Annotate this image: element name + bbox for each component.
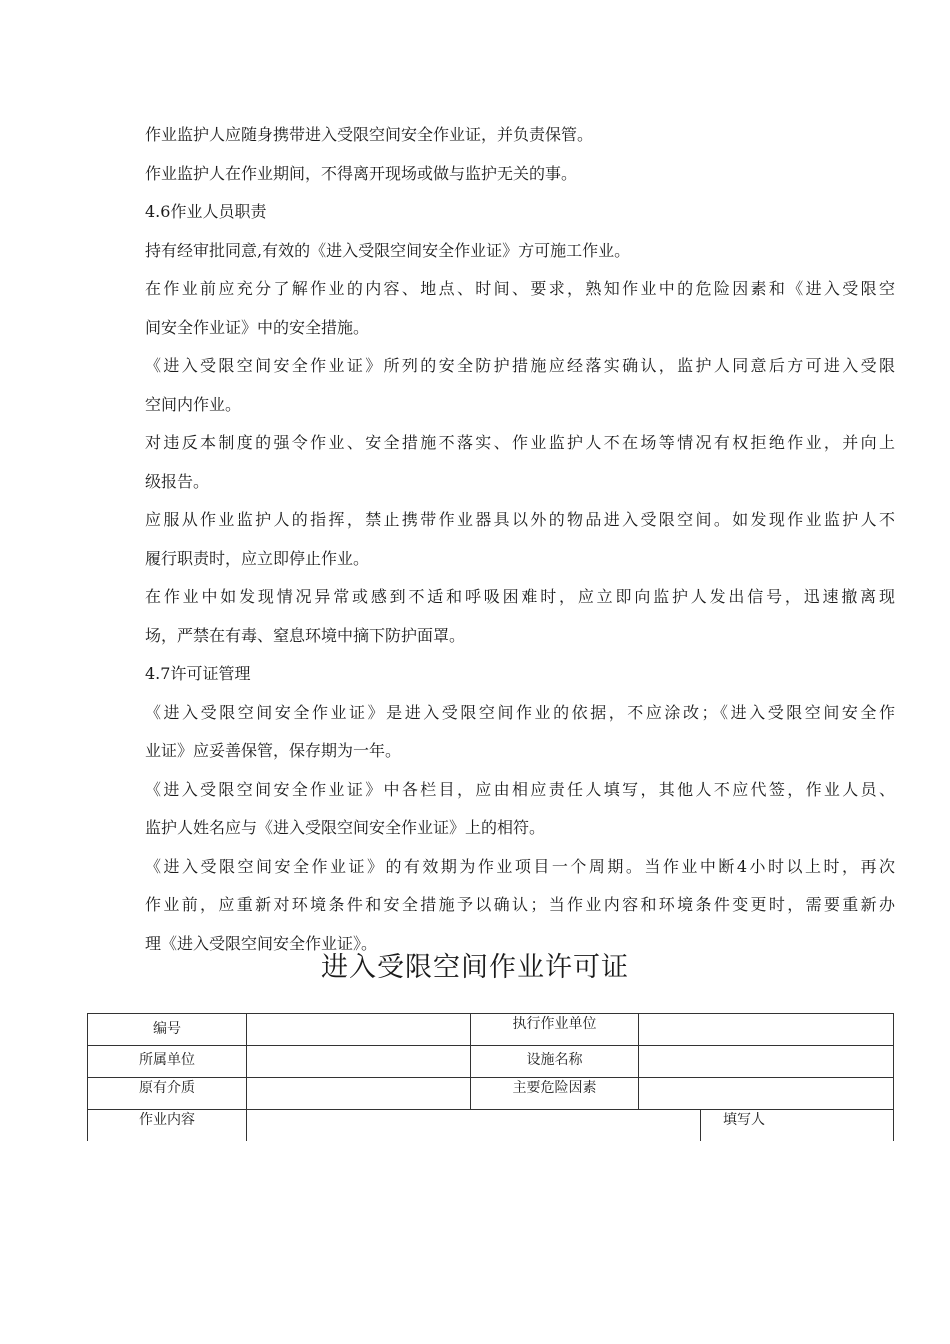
label-facility-name: 设施名称 [471,1046,639,1078]
text-line: 在作业前应充分了解作业的内容、地点、时间、要求，熟知作业中的危险因素和《进入受限空 [145,279,895,298]
label-filled-by: 填写人 [701,1110,894,1142]
table-row [88,1046,894,1078]
text-line: 《进入受限空间安全作业证》中各栏目，应由相应责任人填写，其他人不应代签，作业人员、 [145,779,895,799]
text-line: 空间内作业。 [145,394,242,414]
text-line: 持有经审批同意,有效的《进入受限空间安全作业证》方可施工作业。 [145,240,631,260]
text-line: 《进入受限空间安全作业证》所列的安全防护措施应经落实确认，监护人同意后方可进入受限 [145,356,895,375]
original-medium-field[interactable] [247,1078,471,1110]
text-line: 监护人姓名应与《进入受限空间安全作业证》上的相符。 [145,818,546,837]
text-line: 履行职责时，应立即停止作业。 [145,548,370,568]
text-line: 作业前，应重新对环境条件和安全措施予以确认；当作业内容和环境条件变更时，需要重新办 [145,895,895,914]
text-line: 间安全作业证》中的安全措施。 [145,317,370,337]
table-row [88,1014,894,1046]
text-line: 应服从作业监护人的指挥，禁止携带作业器具以外的物品进入受限空间。如发现作业监护人不 [145,510,895,529]
text-line: 作业监护人在作业期间，不得离开现场或做与监护无关的事。 [145,163,578,183]
label-original-medium: 原有介质 [88,1078,247,1110]
exec-unit-field[interactable] [639,1014,894,1046]
label-main-hazards: 主要危险因素 [471,1078,639,1110]
text-line: 在作业中如发现情况异常或感到不适和呼吸困难时，应立即向监护人发出信号，迅速撤离现 [145,587,895,606]
label-owner-unit: 所属单位 [88,1046,247,1078]
label-number: 编号 [88,1014,247,1046]
form-title: 进入受限空间作业许可证 [321,952,629,983]
text-line: 级报告。 [145,471,210,491]
text-line: 业证》应妥善保管，保存期为一年。 [145,741,402,760]
text-line: 场，严禁在有毒、窒息环境中摘下防护面罩。 [145,625,466,645]
main-hazards-field[interactable] [639,1078,894,1110]
text-line: 《进入受限空间安全作业证》的有效期为作业项目一个周期。当作业中断4小时以上时，再次 [145,856,895,876]
owner-unit-field[interactable] [247,1046,471,1078]
text-line: 作业监护人应随身携带进入受限空间安全作业证，并负责保管。 [145,125,594,144]
label-work-content: 作业内容 [88,1110,247,1142]
label-exec-unit: 执行作业单位 [471,1014,639,1046]
section-heading: 4.6作业人员职责 [145,202,267,221]
text-line: 对违反本制度的强令作业、安全措施不落实、作业监护人不在场等情况有权拒绝作业，并向上 [145,433,895,452]
work-content-field[interactable] [247,1110,701,1142]
permit-form-table [87,1013,894,1141]
section-heading: 4.7许可证管理 [145,664,251,683]
table-row [88,1078,894,1110]
text-line: 理《进入受限空间安全作业证》。 [145,933,378,953]
body-text [145,116,895,963]
number-field[interactable] [247,1014,471,1046]
text-line: 《进入受限空间安全作业证》是进入受限空间作业的依据，不应涂改；《进入受限空间安全作 [145,702,895,722]
table-row [88,1110,894,1142]
facility-name-field[interactable] [639,1046,894,1078]
